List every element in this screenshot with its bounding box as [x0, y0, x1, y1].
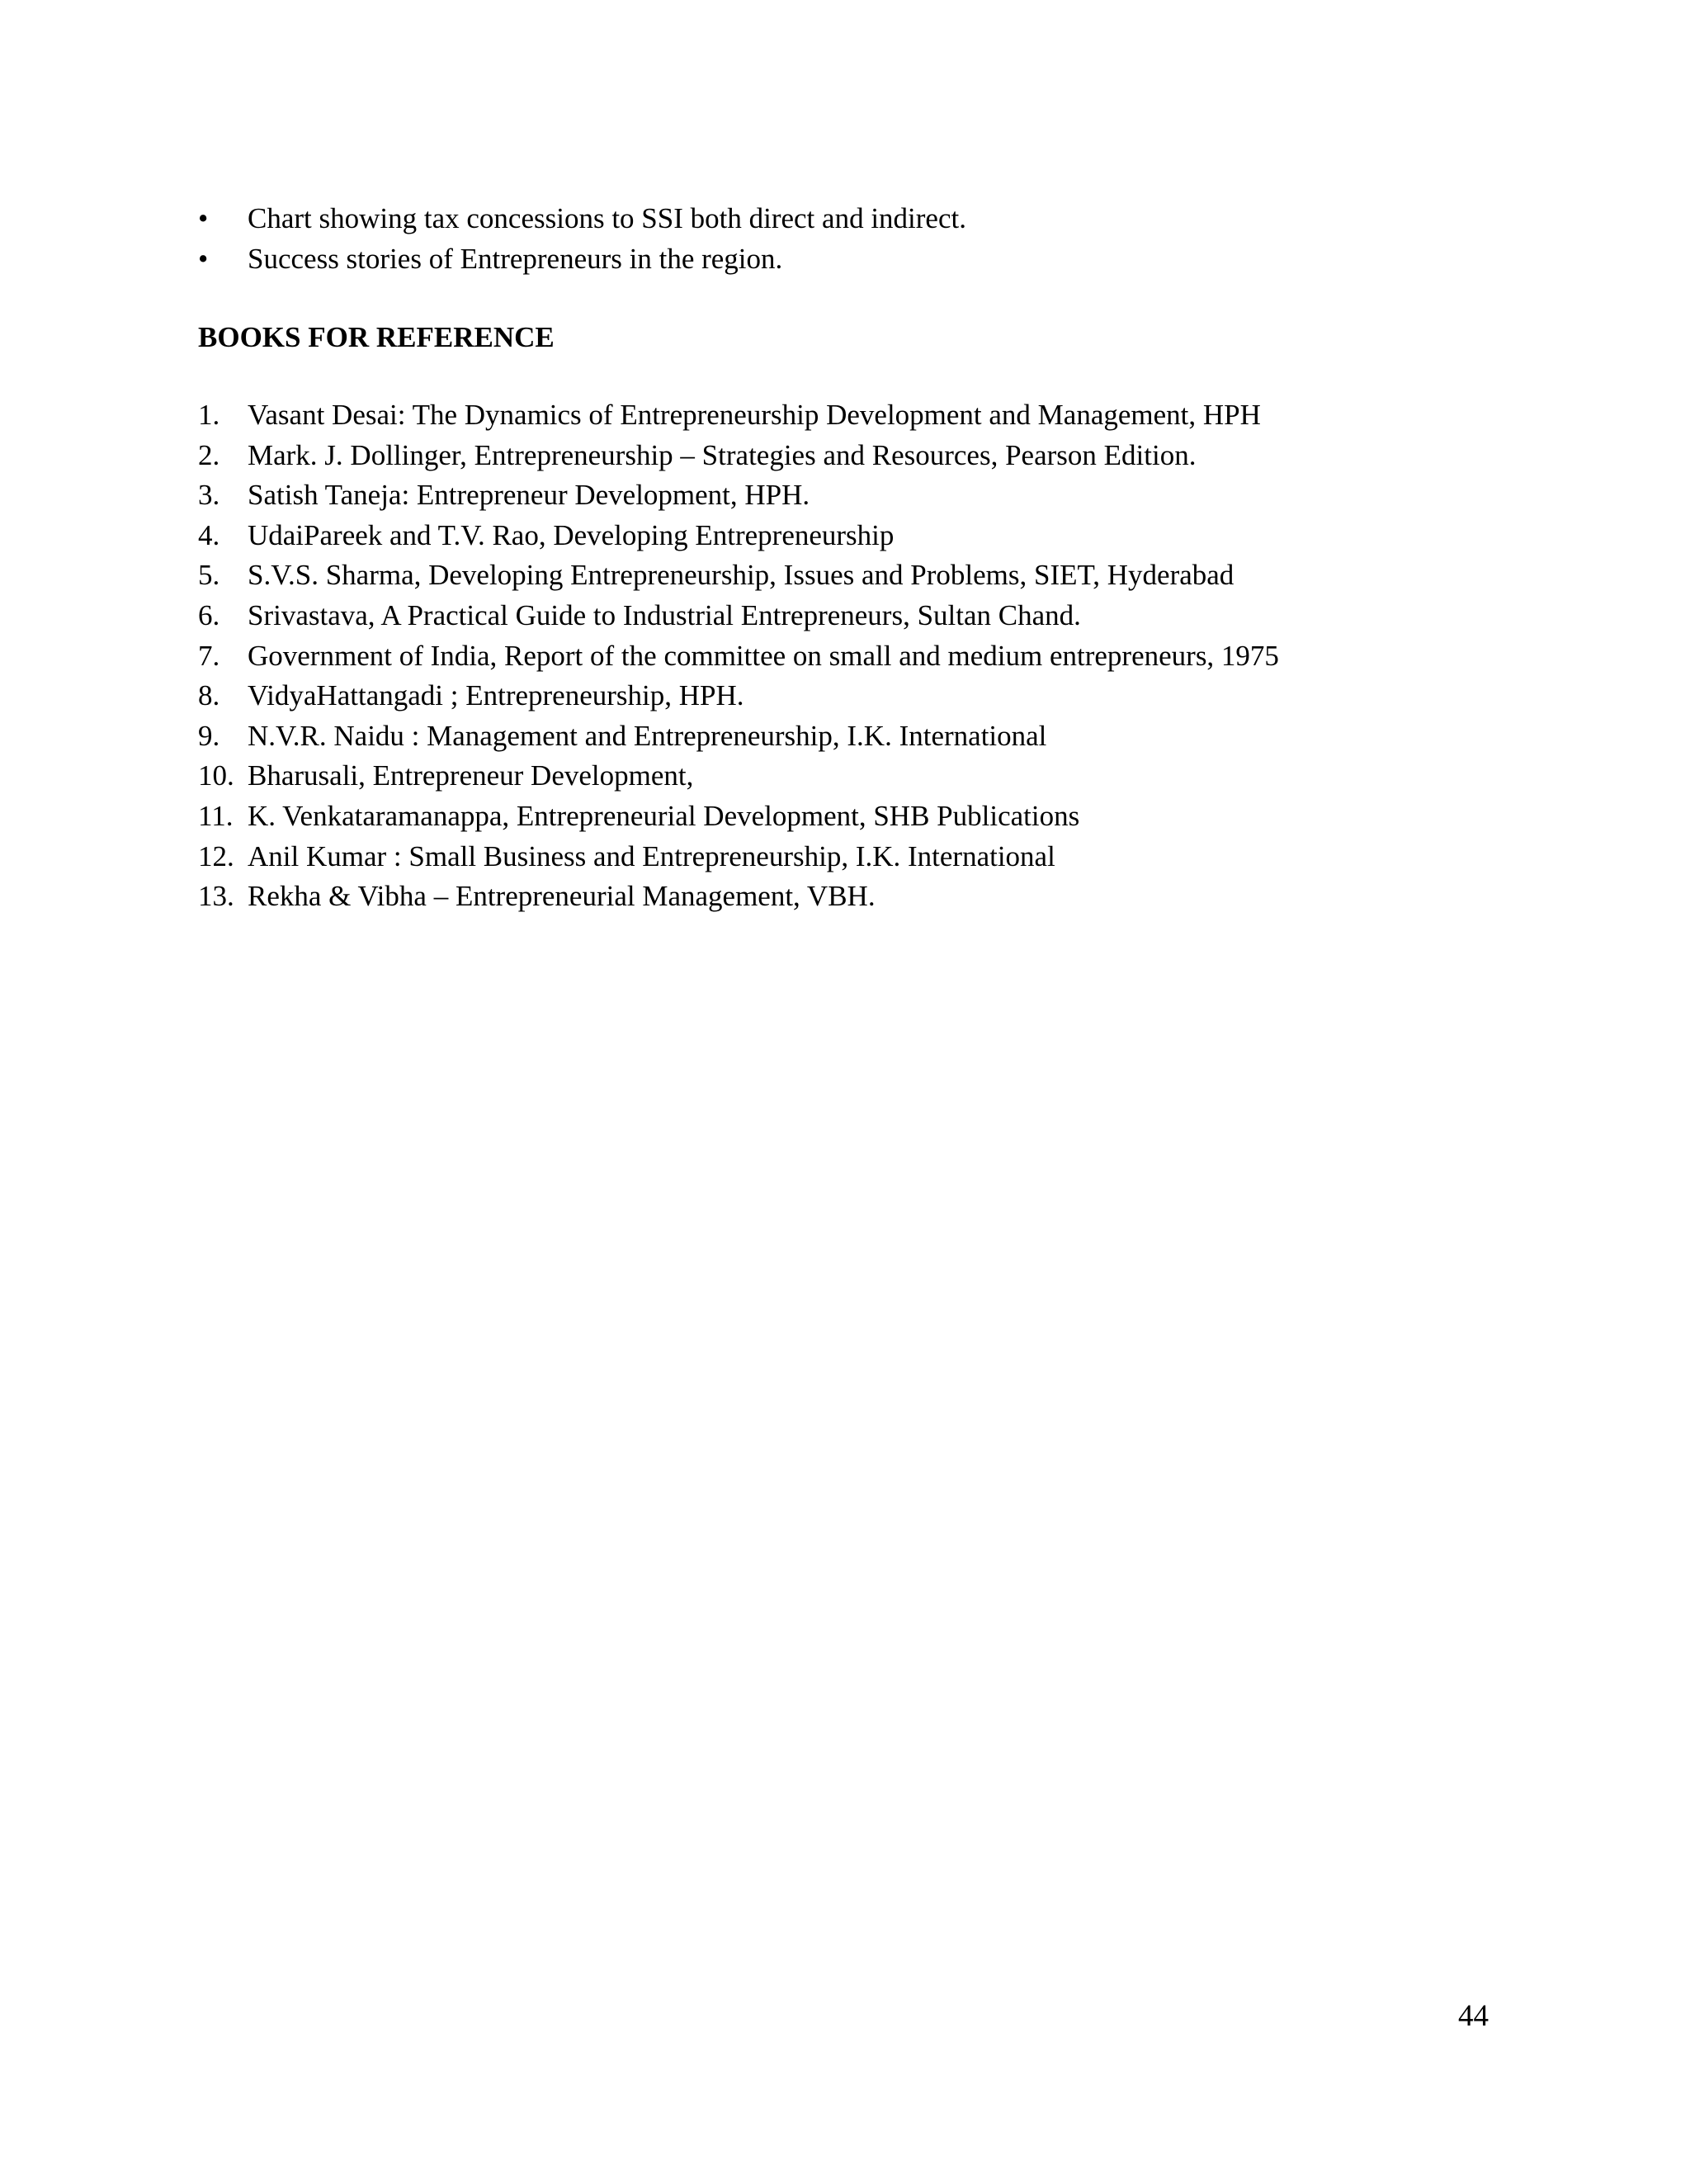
- bullet-item: [198, 239, 1502, 279]
- reference-text: K. Venkataramanappa, Entrepreneurial Development, SHB Publications: [248, 799, 1080, 832]
- reference-item: [198, 596, 1502, 636]
- reference-number: 1.: [198, 399, 220, 431]
- reference-item: [198, 877, 1502, 917]
- reference-number: 4.: [198, 518, 220, 551]
- reference-number: 5.: [198, 559, 220, 592]
- reference-text: VidyaHattangadi ; Entrepreneurship, HPH.: [248, 679, 744, 712]
- bullet-item: [198, 198, 1502, 239]
- reference-text: S.V.S. Sharma, Developing Entrepreneurship, Issues and Problems, SIET, Hyderabad: [248, 559, 1234, 592]
- reference-text: Anil Kumar : Small Business and Entrepreneurship, I.K. International: [248, 839, 1055, 872]
- reference-text: UdaiPareek and T.V. Rao, Developing Entrepreneurship: [248, 518, 895, 551]
- reference-number: 9.: [198, 719, 220, 752]
- reference-number: 2.: [198, 438, 220, 471]
- reference-text: Government of India, Report of the committee on small and medium entrepreneurs, 1975: [248, 639, 1279, 672]
- reference-item: [198, 516, 1502, 556]
- reference-number: 11.: [198, 799, 234, 832]
- reference-number: 3.: [198, 479, 220, 512]
- reference-item: [198, 716, 1502, 757]
- reference-number: 13.: [198, 880, 234, 913]
- reference-number: 8.: [198, 679, 220, 712]
- page-content: [198, 198, 1502, 917]
- reference-item: [198, 475, 1502, 516]
- reference-number: 7.: [198, 639, 220, 672]
- reference-item: [198, 797, 1502, 837]
- reference-text: Rekha & Vibha – Entrepreneurial Management, VBH.: [248, 880, 876, 913]
- bullet-text: Success stories of Entrepreneurs in the region.: [248, 243, 783, 275]
- reference-text: Vasant Desai: The Dynamics of Entrepreneurship Development and Management, HPH: [248, 399, 1261, 431]
- reference-text: Mark. J. Dollinger, Entrepreneurship – Strategies and Resources, Pearson Edition.: [248, 438, 1197, 471]
- reference-item: [198, 636, 1502, 677]
- reference-number: 10.: [198, 759, 234, 792]
- reference-item: [198, 555, 1502, 596]
- reference-text: Satish Taneja: Entrepreneur Development, HPH.: [248, 479, 810, 512]
- reference-item: [198, 837, 1502, 877]
- reference-item: [198, 395, 1502, 436]
- reference-item: [198, 436, 1502, 476]
- bullet-marker: •: [198, 202, 209, 234]
- page-number: 44: [1458, 1999, 1489, 2033]
- bullet-list: [198, 198, 1502, 279]
- reference-number: 6.: [198, 598, 220, 631]
- bullet-marker: •: [198, 243, 209, 275]
- reference-item: [198, 676, 1502, 716]
- reference-number: 12.: [198, 839, 234, 872]
- reference-text: Bharusali, Entrepreneur Development,: [248, 759, 694, 792]
- bullet-text: Chart showing tax concessions to SSI both direct and indirect.: [248, 202, 966, 234]
- reference-item: [198, 756, 1502, 797]
- reference-text: Srivastava, A Practical Guide to Industrial Entrepreneurs, Sultan Chand.: [248, 598, 1081, 631]
- reference-text: N.V.R. Naidu : Management and Entrepreneurship, I.K. International: [248, 719, 1047, 752]
- reference-list: [198, 395, 1502, 917]
- section-heading: BOOKS FOR REFERENCE: [198, 321, 555, 353]
